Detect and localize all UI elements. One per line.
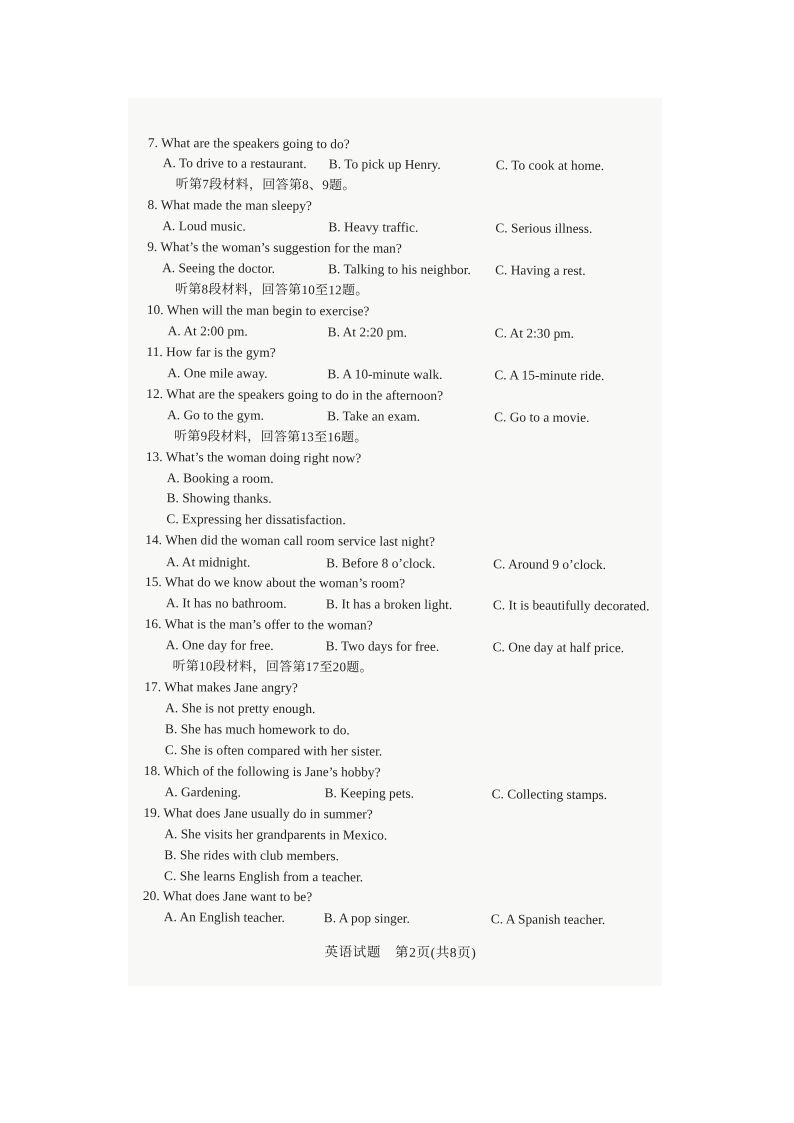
option-7c: C. To cook at home. [495,157,605,174]
option-13c: C. Expressing her dissatisfaction. [166,511,346,528]
option-17a: A. She is not pretty enough. [165,700,316,717]
option-14c: C. Around 9 o’clock. [493,556,607,573]
option-15c: C. It is beautifully decorated. [492,597,650,614]
question-stem-19: 19. What does Jane usually do in summer? [143,804,373,822]
question-stem-8: 8. What made the man sleepy? [147,196,312,214]
option-10a: A. At 2:00 pm. [167,323,248,339]
question-stem-9: 9. What’s the woman’s suggestion for the man? [147,238,402,256]
option-20a: A. An English teacher. [163,909,285,925]
option-12a: A. Go to the gym. [167,407,265,423]
page-footer: 英语试题 第2页(共8页) [324,944,477,961]
question-stem-11: 11. How far is the gym? [146,343,276,360]
option-8b: B. Heavy traffic. [328,219,419,235]
option-8a: A. Loud music. [162,218,246,234]
option-14a: A. At midnight. [166,554,251,570]
question-stem-17: 17. What makes Jane angry? [144,678,298,696]
option-11c: C. A 15-minute ride. [494,367,605,384]
question-stem-16: 16. What is the man’s offer to the woman? [144,615,373,633]
option-7a: A. To drive to a restaurant. [162,155,307,172]
option-16a: A. One day for free. [165,637,274,653]
option-12c: C. Go to a movie. [494,409,590,425]
option-16c: C. One day at half price. [492,639,625,656]
option-17c: C. She is often compared with her sister. [164,742,383,759]
option-19b: B. She rides with club members. [164,847,340,864]
question-stem-7: 7. What are the speakers going to do? [147,135,350,152]
option-7b: B. To pick up Henry. [328,156,441,172]
question-stem-12: 12. What are the speakers going to do in the afternoon? [146,385,444,403]
option-19a: A. She visits her grandparents in Mexico. [164,826,388,843]
option-18b: B. Keeping pets. [324,785,415,801]
option-18c: C. Collecting stamps. [491,786,608,803]
section-instruction-3: 听第9段材料，回答第13至16题。 [173,428,368,445]
option-10b: B. At 2:20 pm. [327,324,408,340]
section-instruction-2: 听第8段材料，回答第10至12题。 [174,281,369,298]
section-instruction-1: 听第7段材料，回答第8、9题。 [175,176,356,193]
option-15a: A. It has no bathroom. [165,595,287,611]
question-stem-20: 20. What does Jane want to be? [142,887,313,905]
question-stem-14: 14. When did the woman call room service last night? [145,531,436,549]
question-stem-18: 18. Which of the following is Jane’s hobby? [143,762,381,780]
option-15b: B. It has a broken light. [325,596,453,613]
section-instruction-4: 听第10段材料，回答第17至20题。 [172,658,373,675]
option-9c: C. Having a rest. [495,262,586,278]
question-stem-15: 15. What do we know about the woman’s room? [144,573,406,591]
option-18a: A. Gardening. [164,784,242,800]
option-11a: A. One mile away. [167,365,268,381]
option-19c: C. She learns English from a teacher. [164,868,364,885]
question-stem-13: 13. What’s the woman doing right now? [145,448,362,466]
option-9a: A. Seeing the doctor. [162,260,276,276]
question-stem-10: 10. When will the man begin to exercise? [146,301,370,319]
option-20b: B. A pop singer. [323,910,411,926]
option-10c: C. At 2:30 pm. [494,325,575,341]
option-13a: A. Booking a room. [166,470,274,486]
option-9b: B. Talking to his neighbor. [328,261,471,278]
option-20c: C. A Spanish teacher. [490,911,606,928]
option-14b: B. Before 8 o’clock. [326,555,436,571]
option-11b: B. A 10-minute walk. [327,366,443,382]
option-17b: B. She has much homework to do. [165,721,350,738]
option-12b: B. Take an exam. [327,408,421,424]
option-13b: B. Showing thanks. [166,490,272,506]
option-8c: C. Serious illness. [495,220,593,236]
option-16b: B. Two days for free. [325,638,440,654]
